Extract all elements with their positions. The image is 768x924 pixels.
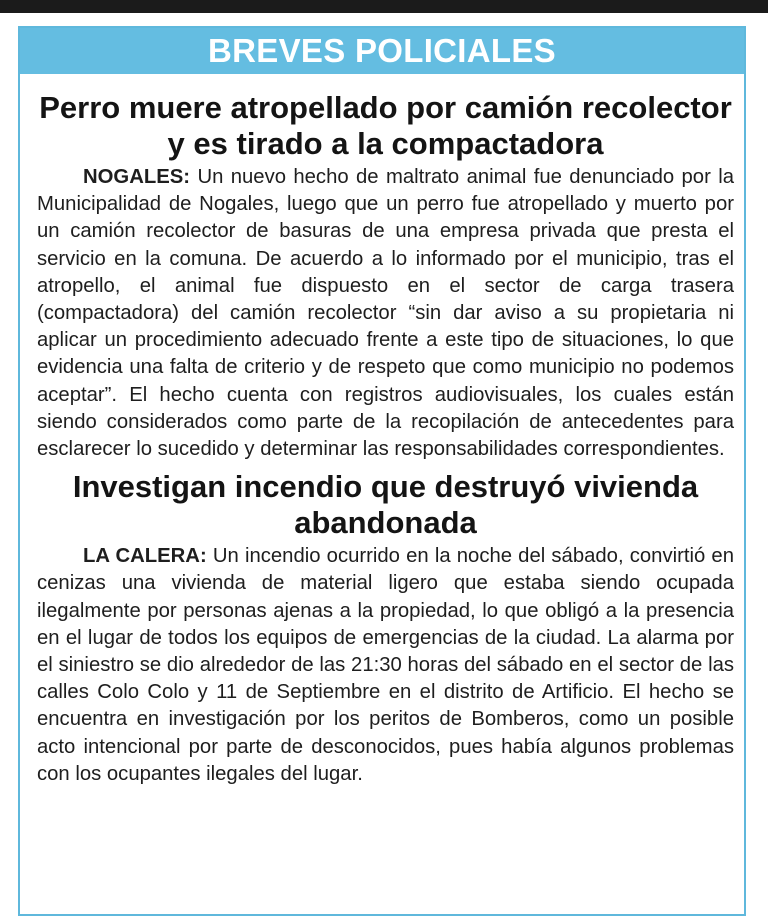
news-box [18,26,746,916]
article-dateline: LA CALERA: [83,545,207,568]
article-headline: Perro muere atropellado por camión recolector y es tirado a la compactadora [39,90,732,161]
article-text: Un incendio ocurrido en la noche del sábado, convirtió en cenizas una vivienda de material ligero que estaba siendo ocupada ilegalmente por personas ajenas a la propiedad, lo que obligó a la presencia en el lugar de todos los equipos de emergencias de la ciudad. La alarma por el siniestro se dio alrededor de las 21:30 horas del sábado en el sector de las calles Colo Colo y 11 de Septiembre en el distrito de Artificio. El hecho se encuentra en investigación por los peritos de Bomberos, como un posible acto intencional por parte de desconocidos, pues había algunos problemas con los ocupantes ilegales del lugar. [37,545,734,785]
article-headline: Investigan incendio que destruyó vivienda abandonada [72,469,699,541]
article-incendio [37,469,734,788]
article-perro [37,90,734,463]
section-title: BREVES POLICIALES [208,32,556,69]
section-header [20,28,744,74]
news-content [20,90,744,788]
article-body [37,543,734,788]
article-dateline: NOGALES: [83,166,191,188]
article-text: Un nuevo hecho de maltrato animal fue denunciado por la Municipalidad de Nogales, luego que un perro fue atropellado y muerto por un camión recolector de basuras de una empresa privada que presta el servicio en la comuna. De acuerdo a lo informado por el municipio, tras el atropello, el animal fue dispuesto en el sector de carga trasera (compactadora) del camión recolector “sin dar aviso a su propietaria ni aplicar un procedimiento adecuado frente a este tipo de situaciones, lo que evidencia una falta de criterio y de respeto que como municipio no podemos aceptar”. El hecho cuenta con registros audiovisuales, los cuales están siendo considerados como parte de la recopilación de antecedentes para esclarecer lo sucedido y determinar las responsabilidades correspondientes. [37,166,734,461]
article-body [37,164,734,463]
top-gap [0,13,768,26]
top-rule [0,0,768,13]
